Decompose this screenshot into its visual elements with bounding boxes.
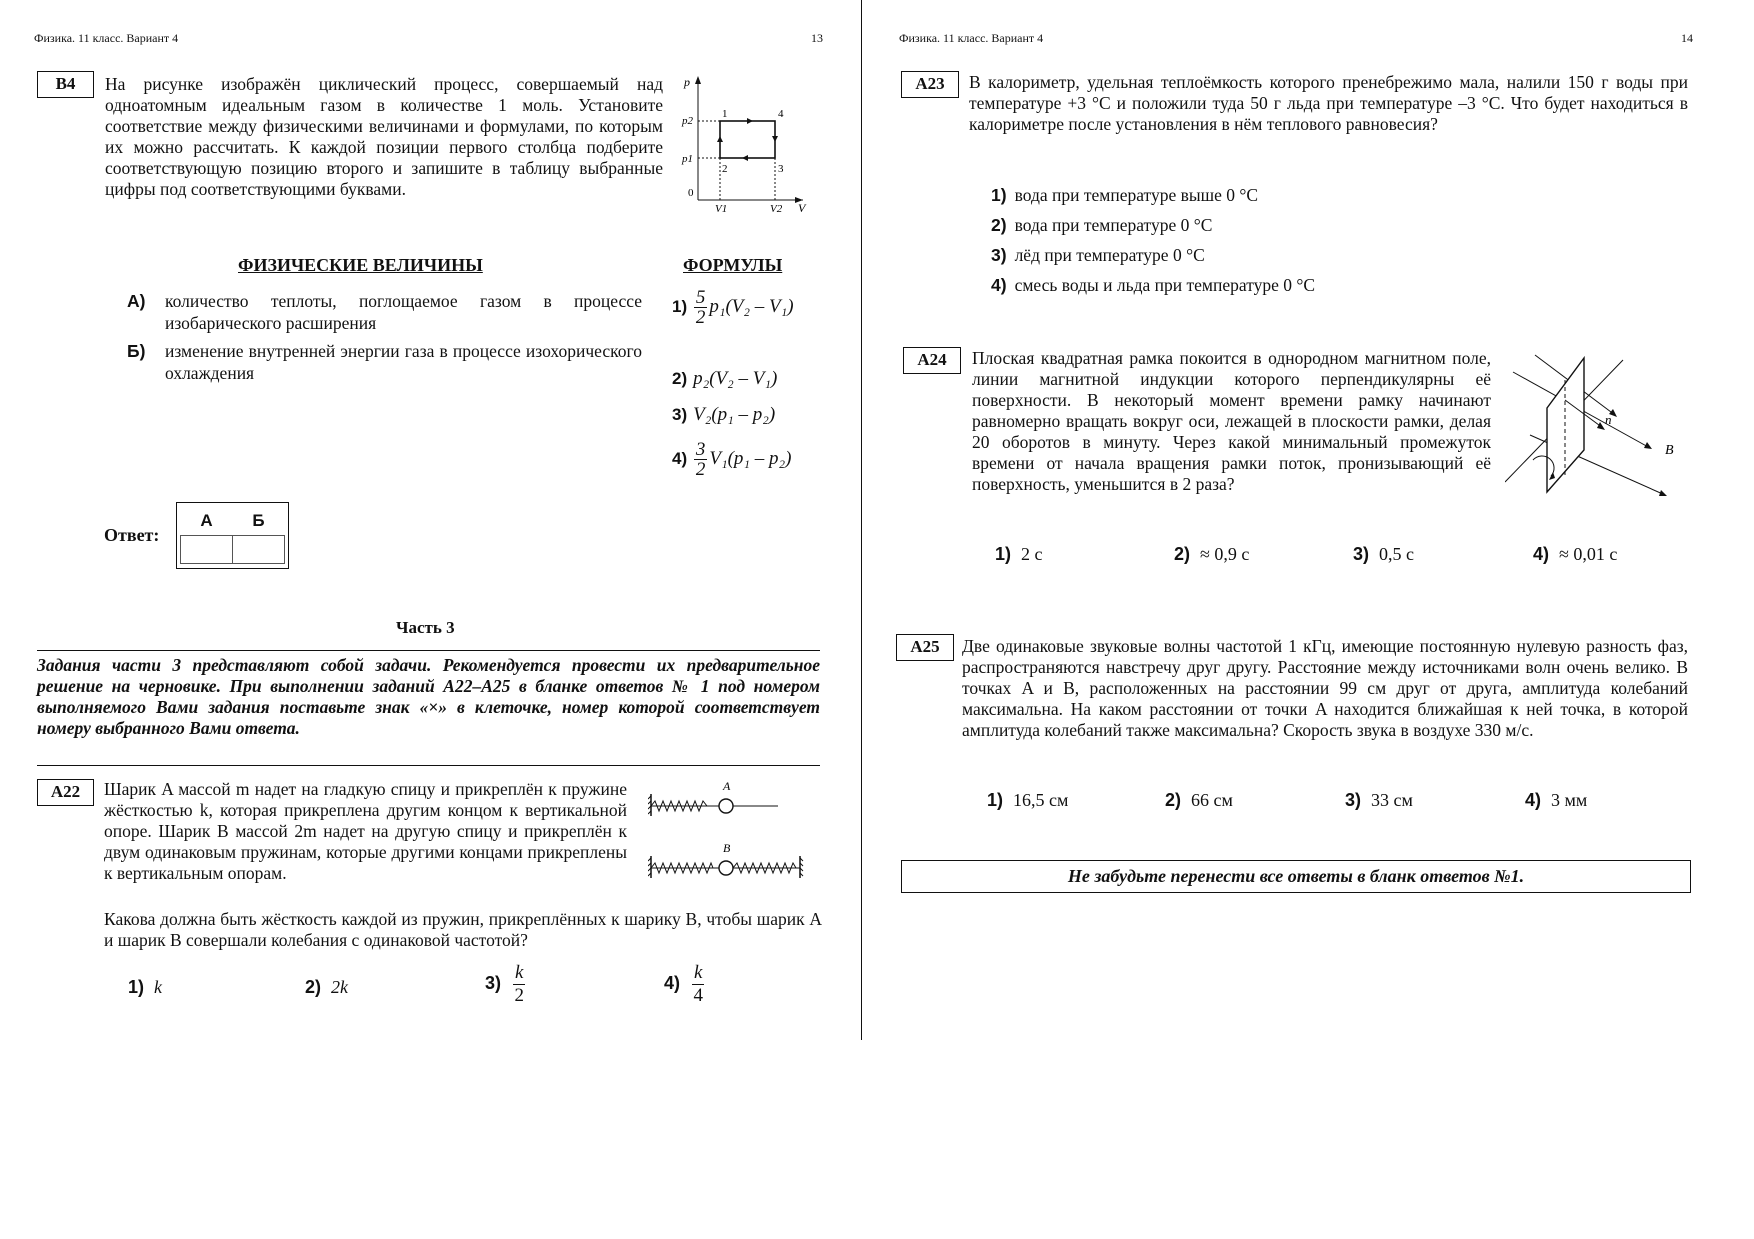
graph-origin-label: 0 [688,187,694,199]
answer-cell-a[interactable] [181,535,233,563]
a24-text: Плоская квадратная рамка покоится в однородном магнитном поле, линии магнитной индукции которого перпендикулярны её поверхности. В некоторый момент времени рамку начинают равномерно вращать вокруг оси, лежащей в плоскости рамки, делая 20 оборотов в минуту. Через какой минимальный промежуток времени от начала вращения рамки поток, пронизывающий её поверхность, уменьшится в 2 раза? [972,348,1491,494]
graph-p-axis-label: p [684,75,690,89]
part3-instructions: Задания части 3 представляют собой задачи. Рекомендуется провести их предварительное решение на черновике. При выполнении заданий А22–А25 в бланке ответов № 1 под номером выполняемого Вами задания поставьте знак «×» в клеточке, номер которой соответствует номеру выбранного Вами ответа. [37,655,820,738]
graph-point-1: 1 [722,108,728,120]
reminder-box: Не забудьте перенести все ответы в бланк ответов №1. [901,860,1691,893]
formula-4: 4) $\frac{3}{2}$ V₁(p₁ – p₂) [672,439,792,480]
left-page-header: Физика. 11 класс. Вариант 4 [34,31,179,45]
a24-option-4[interactable]: 4) ≈ 0,01 с [1533,544,1618,564]
graph-v1-label: V1 [715,203,728,212]
left-page-number: 13 [811,31,823,45]
graph-point-2: 2 [722,163,728,175]
a22-option-4[interactable]: 4) $\frac{k}{4}$ [664,962,703,1006]
graph-p1-label: p1 [682,153,693,165]
answer-label: Ответ: [104,525,160,545]
answer-col-a: А [200,510,213,530]
graph-point-4: 4 [778,108,784,120]
a25-option-1[interactable]: 1) 16,5 см [987,790,1069,810]
answer-table [176,502,289,569]
a24-option-2[interactable]: 2) ≈ 0,9 с [1174,544,1250,564]
b4-text: На рисунке изображён циклический процесс, совершаемый над одноатомным идеальным газом в количестве 1 моль. Установите соответствие между физическими величинами и формулами, по которым их можно рассчитать. К каждой позиции первого столбца подберите соответствующую позицию второго и запишите в таблицу выбранные цифры под соответствующими буквами. [105,74,663,199]
a25-option-2[interactable]: 2) 66 см [1165,790,1233,810]
a25-option-3[interactable]: 3) 33 см [1345,790,1413,810]
formula-2: 2) p₂(V₂ – V₁) [672,368,778,389]
question-label-a25: A25 [896,634,954,661]
a22-option-1[interactable]: 1) k [128,977,163,997]
graph-p2-label: p2 [682,115,693,127]
a25-option-4[interactable]: 4) 3 мм [1525,790,1588,810]
springs-diagram [648,780,808,890]
graph-v2-label: V2 [770,203,783,212]
right-page-number: 14 [1681,31,1693,45]
a23-text: В калориметр, удельная теплоёмкость которого пренебрежимо мала, налили 150 г воды при температуре +3 °С и положили туда 50 г льда при температуре –3 °С. Что будет находиться в калориметре после установления в нём теплового равновесия? [969,72,1688,134]
a22-text-bottom: Какова должна быть жёсткость каждой из пружин, прикреплённых к шарику B, чтобы шарик A и шарик B совершали колебания с одинаковой частотой? [104,909,822,950]
graph-point-3: 3 [778,163,784,175]
page-divider [861,0,862,1040]
b4-item-a: А) количество теплоты, поглощаемое газом в процессе изобарического расширения [127,291,642,333]
divider-bottom [37,765,820,766]
col-title-quantities: ФИЗИЧЕСКИЕ ВЕЛИЧИНЫ [238,255,483,275]
pv-cycle-diagram [678,72,816,212]
formula-3: 3) V₂(p₁ – p₂) [672,404,776,425]
question-label-b4: B4 [37,71,94,98]
a22-option-2[interactable]: 2) 2k [305,977,349,997]
divider-top [37,650,820,651]
figure-a-label: A [723,780,731,793]
a23-option-1[interactable]: 1) вода при температуре выше 0 °С [991,185,1259,205]
question-label-a22: A22 [37,779,94,806]
a23-option-2[interactable]: 2) вода при температуре 0 °С [991,215,1213,235]
a24-option-3[interactable]: 3) 0,5 с [1353,544,1415,564]
answer-cell-b[interactable] [233,535,285,563]
b4-item-b: Б) изменение внутренней энергии газа в процессе изохорического охлаждения [127,341,642,383]
a22-option-3[interactable]: 3) $\frac{k}{2}$ [485,962,524,1006]
answer-col-b: Б [252,510,265,530]
question-label-a24: A24 [903,347,961,374]
field-vector-label: B [1665,443,1674,458]
a23-option-3[interactable]: 3) лёд при температуре 0 °С [991,245,1205,265]
question-label-a23: A23 [901,71,959,98]
col-title-formulas: ФОРМУЛЫ [683,255,783,275]
figure-b-label: B [723,841,731,855]
normal-vector-label: n [1605,412,1612,427]
rotating-frame-diagram [1505,350,1680,500]
part3-title: Часть 3 [396,618,455,637]
a25-text: Две одинаковые звуковые волны частотой 1 кГц, имеющие постоянную нулевую разность фаз, распространяются навстречу друг другу. Расстояние между источниками волн очень велико. В точках A и B, расположенных на расстоянии 99 см друг от друга, амплитуда колебаний максимальна. На каком расстоянии от точки A находится ближайшая к ней точка, в которой амплитуда колебаний также максимальна? Скорость звука в воздухе 330 м/с. [962,636,1688,740]
a22-text-top: Шарик A массой m надет на гладкую спицу и прикреплён к пружине жёсткостью k, которая прикреплена другим концом к вертикальной опоре. Шарик B массой 2m надет на другую спицу и прикреплён к двум одинаковым пружинам, которые другими концами прикреплены к вертикальным опорам. [104,779,627,883]
right-page-header: Физика. 11 класс. Вариант 4 [899,31,1044,45]
a23-option-4[interactable]: 4) смесь воды и льда при температуре 0 °С [991,275,1316,295]
a24-option-1[interactable]: 1) 2 с [995,544,1043,564]
formula-1: 1) $\frac{5}{2}$ p₁(V₂ – V₁) [672,287,794,328]
graph-v-axis-label: V [798,201,806,212]
